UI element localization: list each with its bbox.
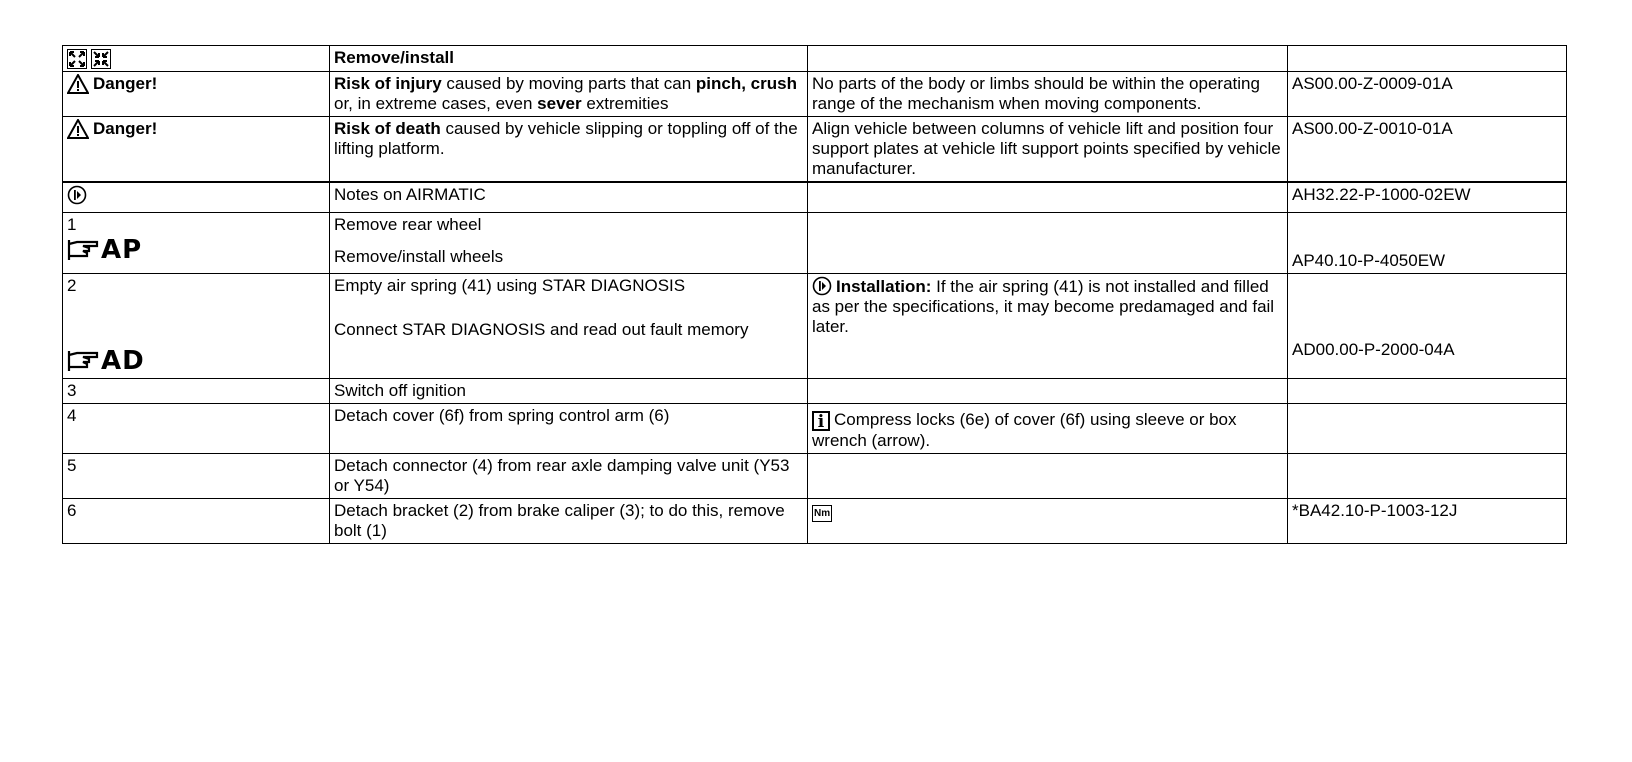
document-reference[interactable]: *BA42.10-P-1003-12J (1288, 498, 1567, 543)
note-icon (67, 185, 87, 205)
table-row (63, 116, 1567, 182)
table-row (63, 273, 1567, 378)
danger-label: Danger! (93, 73, 158, 93)
step-number: 1 (67, 214, 77, 234)
table-title: Remove/install (330, 46, 808, 72)
note-icon (812, 276, 832, 296)
procedure-table (62, 45, 1567, 544)
pointing-hand-icon (67, 349, 101, 373)
table-row (63, 182, 1567, 213)
step-number: 4 (63, 403, 330, 453)
step-number: 6 (63, 498, 330, 543)
document-reference: AH32.22-P-1000-02EW (1288, 182, 1567, 213)
pointing-hand-icon (67, 238, 101, 262)
hazard-description: Risk of injury caused by moving parts that can pinch, crush or, in extreme cases, even sever extremities (330, 71, 808, 116)
document-reference[interactable]: AP40.10-P-4050EW (1292, 250, 1446, 270)
precaution-text: Align vehicle between columns of vehicle lift and position four support plates at vehicle lift support points specified by vehicle manufacturer. (808, 116, 1288, 182)
danger-label: Danger! (93, 118, 158, 138)
step-text: Notes on AIRMATIC (330, 182, 808, 213)
warning-icon (67, 74, 89, 94)
document-reference: AS00.00-Z-0010-01A (1288, 116, 1567, 182)
table-row (63, 71, 1567, 116)
step-text: Detach cover (6f) from spring control arm (6) (330, 403, 808, 453)
reference-pointer[interactable]: AD (67, 346, 325, 376)
step-number: 2 (67, 275, 77, 295)
document-reference: AS00.00-Z-0009-01A (1288, 71, 1567, 116)
torque-icon[interactable]: Nm (812, 505, 832, 522)
document-reference[interactable]: AD00.00-P-2000-04A (1292, 339, 1455, 359)
hazard-description: Risk of death caused by vehicle slipping or toppling off of the lifting platform. (330, 116, 808, 182)
step-number: 3 (63, 378, 330, 403)
step-text: Remove rear wheel (334, 214, 482, 234)
step-text: Detach bracket (2) from brake caliper (3); to do this, remove bolt (1) (330, 498, 808, 543)
precaution-text: No parts of the body or limbs should be within the operating range of the mechanism when moving components. (808, 71, 1288, 116)
step-number: 5 (63, 453, 330, 498)
table-row (63, 378, 1567, 403)
remove-install-icons (63, 46, 330, 72)
remove-icon (67, 49, 87, 69)
step-text: Detach connector (4) from rear axle damping valve unit (Y53 or Y54) (330, 453, 808, 498)
installation-note: Installation: If the air spring (41) is not installed and filled as per the specifications, it may become predamaged and fail later. (808, 273, 1288, 378)
step-text: Switch off ignition (330, 378, 808, 403)
install-icon (91, 49, 111, 69)
table-row (63, 403, 1567, 453)
table-row (63, 453, 1567, 498)
reference-text: Connect STAR DIAGNOSIS and read out fault memory (334, 319, 749, 339)
step-text: Empty air spring (41) using STAR DIAGNOSIS (334, 275, 686, 295)
table-row (63, 46, 1567, 72)
reference-text: Remove/install wheels (334, 246, 504, 266)
table-row (63, 498, 1567, 543)
info-text: Compress locks (6e) of cover (6f) using sleeve or box wrench (arrow). (812, 409, 1237, 450)
warning-icon (67, 119, 89, 139)
table-row (63, 212, 1567, 273)
info-icon: i (812, 411, 830, 431)
reference-pointer[interactable]: AP (67, 235, 325, 265)
